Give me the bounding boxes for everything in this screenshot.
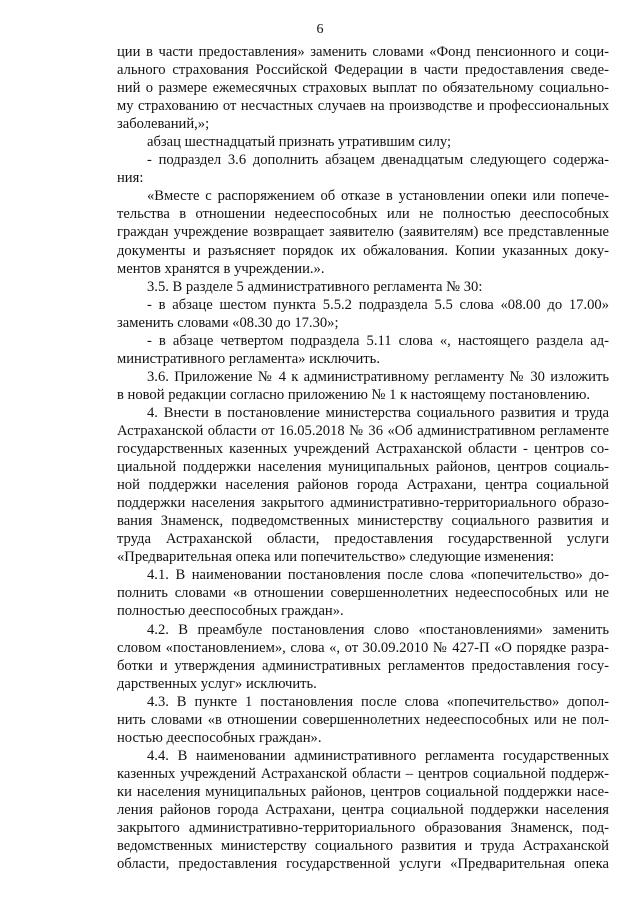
- text-line: - в абзаце шестом пункта 5.5.2 подраздела 5.5 слова «08.00 до 17.00»: [147, 296, 609, 313]
- text-line: нить словами «в отношении совершеннолетних недееспособных или не пол-: [117, 711, 609, 728]
- text-line: министративного регламента» исключить.: [117, 350, 380, 367]
- text-line: ностью дееспособных граждан».: [117, 729, 322, 746]
- text-line: тельства в отношении недееспособных или не полностью дееспособных: [117, 206, 609, 223]
- text-line: «Предварительная опека или попечительство» следующие изменения:: [117, 549, 555, 566]
- text-line: ния:: [117, 170, 144, 187]
- text-line: «Вместе с распоряжением об отказе в установлении опеки или попече-: [147, 188, 609, 205]
- text-line: в новой редакции согласно приложению № 1 к настоящему постановлению.: [117, 386, 591, 403]
- text-line: области, предоставления государственной услуги «Предварительная опека: [117, 856, 609, 873]
- text-line: ведомственных министерству социального развития и труда Астраханской: [117, 838, 609, 855]
- text-line: 3.5. В разделе 5 административного регламента № 30:: [147, 278, 483, 295]
- text-line: полностью дееспособных граждан».: [117, 603, 344, 620]
- text-line: му страхованию от несчастных случаев на производстве и профессиональных: [117, 98, 609, 115]
- page-number: 6: [316, 22, 324, 37]
- text-line: вания Знаменск, подведомственных министерству социального развития и: [117, 513, 609, 530]
- text-line: граждан учреждение возвращает заявителю (заявителям) все представленные: [117, 224, 609, 241]
- text-line: Астраханской области от 16.05.2018 № 36 «Об административном регламенте: [117, 422, 609, 439]
- text-line: 4. Внести в постановление министерства социального развития и труда: [147, 404, 609, 421]
- text-line: ментов хранятся в учреждении.».: [117, 260, 325, 277]
- text-line: 4.2. В преамбуле постановления слово «постановлениями» заменить: [147, 621, 609, 638]
- text-line: - подраздел 3.6 дополнить абзацем двенадцатым следующего содержа-: [147, 152, 609, 169]
- text-line: заменить словами «08.30 до 17.30»;: [117, 314, 339, 331]
- text-line: ний о размере ежемесячных страховых выплат по обязательному социально-: [117, 80, 609, 97]
- text-line: ления районов города Астрахани, центра социальной поддержки населения: [117, 801, 609, 818]
- text-line: 3.6. Приложение № 4 к административному регламенту № 30 изложить: [147, 368, 609, 385]
- text-line: ботки и утверждения административных регламентов предоставления госу-: [117, 657, 609, 674]
- text-line: дарственных услуг» исключить.: [117, 675, 317, 692]
- text-line: 4.1. В наименовании постановления после слова «попечительство» до-: [147, 567, 609, 584]
- document-body: [117, 43, 609, 873]
- text-line: циальной поддержки населения муниципальных районов, центров социаль-: [117, 459, 609, 476]
- text-line: 4.4. В наименовании административного регламента государственных: [147, 747, 609, 764]
- text-line: ального страхования Российской Федерации в части предоставления сведе-: [117, 62, 609, 79]
- text-line: 4.3. В пункте 1 постановления после слова «попечительство» допол-: [147, 693, 609, 710]
- text-line: труда Астраханской области, предоставления государственной услуги: [117, 531, 609, 548]
- text-line: полнить словами «в отношении совершеннолетних недееспособных или не: [117, 585, 609, 602]
- text-line: заболеваний,»;: [117, 116, 210, 133]
- text-line: ции в части предоставления» заменить словами «Фонд пенсионного и соци-: [117, 44, 609, 60]
- text-line: - в абзаце четвертом подраздела 5.11 слова «, настоящего раздела ад-: [147, 332, 609, 349]
- text-line: документы и разъясняет порядок их обжалования. Копии указанных доку-: [117, 242, 609, 259]
- text-line: ной поддержки населения районов города Астрахани, центра социальной: [117, 477, 609, 494]
- text-line: казенных учреждений Астраханской области – центров социальной поддерж-: [117, 765, 609, 782]
- text-line: абзац шестнадцатый признать утратившим силу;: [147, 134, 452, 151]
- text-line: поддержки населения закрытого административно-территориального образо-: [117, 495, 609, 512]
- text-line: ки населения муниципальных районов, центров социальной поддержки насе-: [117, 783, 609, 800]
- text-line: государственных казенных учреждений Астраханской области - центров со-: [117, 441, 609, 458]
- text-line: словом «постановлением», слова «, от 30.09.2010 № 427-П «О порядке разра-: [117, 639, 609, 656]
- text-line: закрытого административно-территориального образования Знаменск, под-: [117, 820, 609, 837]
